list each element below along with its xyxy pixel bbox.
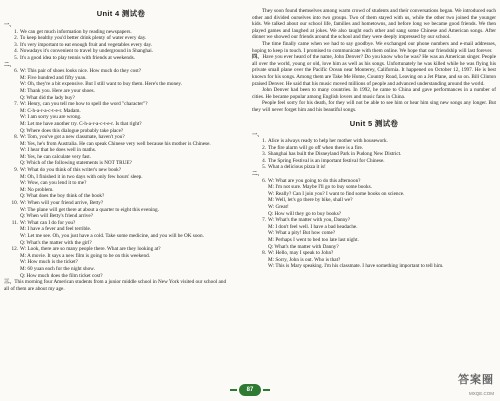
list-item [4,35,238,42]
unit5-section-2-label: 二、 [252,171,263,178]
item-number: 5. [14,54,18,61]
item-number: 4. [262,157,266,164]
item-text: Q: What does the boy think of the book? [20,193,105,200]
item-text: W: Look, there are so many people there. What are they looking at? [20,246,161,253]
item-number: 12. [11,246,18,253]
item-number: 1. [262,138,266,145]
item-number: 6. [14,68,18,75]
item-text: Nowadays it's convenient to travel by underground in Shanghai. [20,48,153,55]
item-text: M: Yes, he can calculate very fast. [20,153,92,160]
item-text: M: Sorry, John is out. Who is that? [268,256,341,263]
list-item [4,147,238,154]
section-1-list [4,29,238,62]
item-text: M: Five hundred and fifty yuan. [20,74,87,81]
item-number: 8. [262,250,266,257]
item-text: W: What can I do for you? [20,219,76,226]
item-text: W: Tom, you've got a new classmate, haven't you? [20,134,125,141]
item-number: 3. [262,151,266,158]
list-item [252,244,496,251]
section-2-label: 二、 [4,61,15,68]
item-text: W: The plane will get there at about a quarter to eight this evening. [20,206,159,213]
list-item [4,200,238,207]
item-number: 10. [11,200,18,207]
item-text: We can get much information by reading newspapers. [20,28,132,35]
item-text: W: This is Mary speaking. I'm his classmate. I have something important to tell him. [268,263,444,270]
watermark-url: MXQE.COM [468,391,494,396]
list-item [252,230,496,237]
passage-paragraph-1: They soon found themselves among warm crowd of students and their conversations began. We introduced each other and divided ourselves into two groups. Two of them stayed with us, while the other two joined the younger kids. We talked about our school life, families and hometowns, and before long we became good friends. We then played games and laughed at jokes. We also taught each other and sang some Chinese and American songs. After dinner we showed our friends around the school and they were deeply impressed by our school. [252,8,496,41]
item-text: M: A movie. It says a new film is going to be on this weekend. [20,252,150,259]
item-text: To keep healthy you'd better drink plenty of water every day. [20,35,147,42]
list-item [4,233,238,240]
list-item [4,88,238,95]
watermark-logo-text: 答案圈 [458,374,494,386]
list-item [4,68,238,75]
item-text: Q: When will Betty's friend arrive? [20,213,94,220]
item-text: Shanghai has built the Disneyland Park in Pudong New District. [268,151,402,158]
item-text: M: Well, let's go there by bike, shall we? [268,197,353,204]
item-number: 11. [11,219,18,226]
item-number: 7. [14,101,18,108]
item-text: M: No problem. [20,186,54,193]
item-text: Alice is always ready to help her mother with housework. [268,138,388,145]
item-text: Q: What did the lady buy? [20,94,75,101]
unit5-title: Unit 5 测试卷 [349,118,399,128]
list-item [252,237,496,244]
list-item [252,164,496,171]
item-text: M: 60 yuan each for the night show. [20,265,95,272]
item-text: M: I don't feel well. I have a bad headache. [268,223,358,230]
item-text: The fire alarm will go off when there is a fire. [268,144,364,151]
unit5-section-2-list [252,178,496,270]
list-item [252,178,496,185]
list-item [252,204,496,211]
item-number: 4. [14,48,18,55]
passage-paragraph-4: John Denver had been to many countries. In 1992, he came to China and gave performances in a number of cities. He became popular among English lovers and music fans in China. [252,87,496,100]
item-text: W: When will your friend arrive, Betty? [20,200,104,207]
list-item [4,253,238,260]
item-number: 6. [262,177,266,184]
item-number: 1. [14,28,18,35]
list-item [252,217,496,224]
item-text: W: What are you going to do this afternoon? [268,177,361,184]
item-text: W: What a pity! But how come? [268,230,336,237]
section-3-first-line: 三、This morning four American students from a junior middle school in New York visited our school and [4,279,227,286]
item-number: 7. [262,217,266,224]
list-item [252,145,496,152]
list-item [4,121,238,128]
list-item [4,95,238,102]
item-text: It's a good idea to play tennis with friends at weekends. [20,54,135,61]
list-item [252,191,496,198]
list-item [4,101,238,108]
item-text: W: What do you think of this writer's new book? [20,167,122,174]
list-item [4,246,238,253]
list-item [4,213,238,220]
item-text: M: Oh, I finished it in two days with only few hours' sleep. [20,173,143,180]
item-text: Q: Which of the following statements is NOT TRUE? [20,160,132,167]
section-3-second-line: all of them are about my age. [4,285,65,292]
item-text: M: I'm not sure. Maybe I'll go to buy some books. [268,184,372,191]
item-text: W: I hear that he does well in maths. [20,147,97,154]
list-item [4,180,238,187]
item-text: M: Let me have another try. C-h-a-r-a-c-t-e-r. Is that right? [20,120,142,127]
list-item [4,240,238,247]
list-item [4,167,238,174]
item-text: It's very important to eat enough fruit and vegetables every day. [20,41,153,48]
unit5-section-1-label: 一、 [252,131,263,138]
item-text: W: Let me see. Oh, you just have a cold. Take some medicine, and you will be OK soon. [20,233,204,239]
list-item [252,151,496,158]
list-item [4,114,238,121]
list-item [4,75,238,82]
item-text: M: I have a fever and feel terrible. [20,226,92,233]
item-text: Q: What's the matter with Danny? [268,243,339,250]
item-number: 5. [262,164,266,171]
item-text: Q: Where does this dialogue probably take place? [20,127,124,134]
passage-paragraph-5: People feel sorry for his death, for they will not be able to see him or hear him sing new songs any longer. But they will never forget him and his beautiful songs. [252,100,496,113]
list-item [4,108,238,115]
item-text: Q: How will they go to buy books? [268,210,342,217]
item-number: 9. [14,167,18,174]
item-text: W: How much is the ticket? [20,259,78,266]
passage-paragraph-2: The time finally came when we had to say goodbye. We exchanged our phone numbers and e-mail addresses, hoping to keep in touch. I promised to communicate with them online. We hope that our friendship will last forever. [252,40,496,54]
list-item [252,211,496,218]
item-text: W: Really? Can I join you? I want to find some books on science. [268,190,405,197]
list-item [4,128,238,135]
item-text: W: Great! [268,204,289,211]
list-item [252,250,496,257]
item-number: 8. [14,134,18,141]
list-item [4,266,238,273]
list-item [4,259,238,266]
list-item [4,134,238,141]
item-text: W: Oh, they're a bit expensive. But I still want to buy them. Here's the money. [20,81,182,88]
list-item [4,42,238,49]
item-text: Q: What's the matter with the girl? [20,239,92,246]
item-text: M: Thank you. Here are your shoes. [20,87,95,94]
page-number: 87 [239,384,261,396]
left-column [4,8,238,380]
list-item [252,197,496,204]
item-text: What a delicious pizza it is! [268,164,326,171]
list-item [252,224,496,231]
item-text: W: Wow, can you lend it to me? [20,180,87,187]
section-4-paragraph: 四、Have you ever heard of the name, John Denver? Do you know who he was? He was an American singer. People all over the world, young or old, love him as well as his songs. Unfortunately he was killed while he was flying his private small plane over the Pacific Ocean near Monterey, California. It happened on October 12, 1997. He is best known for his songs. Among them are Take Me Home, Country Road, Leaving on a Jet Plane, and so on. Bill Clinton praised Denver. He said that his music moved millions of people and advanced understanding around the world. [252,54,496,87]
unit5-section-1-list [252,138,496,171]
item-number: 2. [14,35,18,42]
list-item [252,138,496,145]
list-item [4,48,238,55]
list-item [4,55,238,62]
item-text: Q: How much does the film ticket cost? [20,272,103,279]
right-column [252,8,496,380]
item-text: M: Yes, he's from Australia. He can speak Chinese very well because his mother is Chinese. [20,140,211,147]
item-text: M: Perhaps I went to bed too late last night. [268,237,359,243]
item-text: W: This pair of shoes looks nice. How much do they cost? [20,68,142,75]
item-text: M: C-h-a-r-a-c-t-e-r. Madam. [20,107,81,114]
list-item [4,174,238,181]
list-item [4,226,238,233]
section-2-list [4,68,238,279]
item-text: The Spring Festival is an important festival for Chinese. [268,157,385,164]
list-item [4,141,238,148]
item-text: W: Hello, may I speak to John? [268,250,334,257]
list-item [252,158,496,165]
item-number: 2. [262,144,266,151]
item-text: W: Henry, can you tell me how to spell the word "character"? [20,101,148,108]
item-text: W: I am sorry you are wrong. [20,114,82,121]
list-item [252,263,496,270]
list-item [252,184,496,191]
item-text: W: What's the matter with you, Danny? [268,217,351,224]
list-item [4,81,238,88]
section-1-label: 一、 [4,22,15,28]
item-number: 3. [14,41,18,48]
unit4-title: Unit 4 测试卷 [96,9,146,18]
list-item [252,257,496,264]
